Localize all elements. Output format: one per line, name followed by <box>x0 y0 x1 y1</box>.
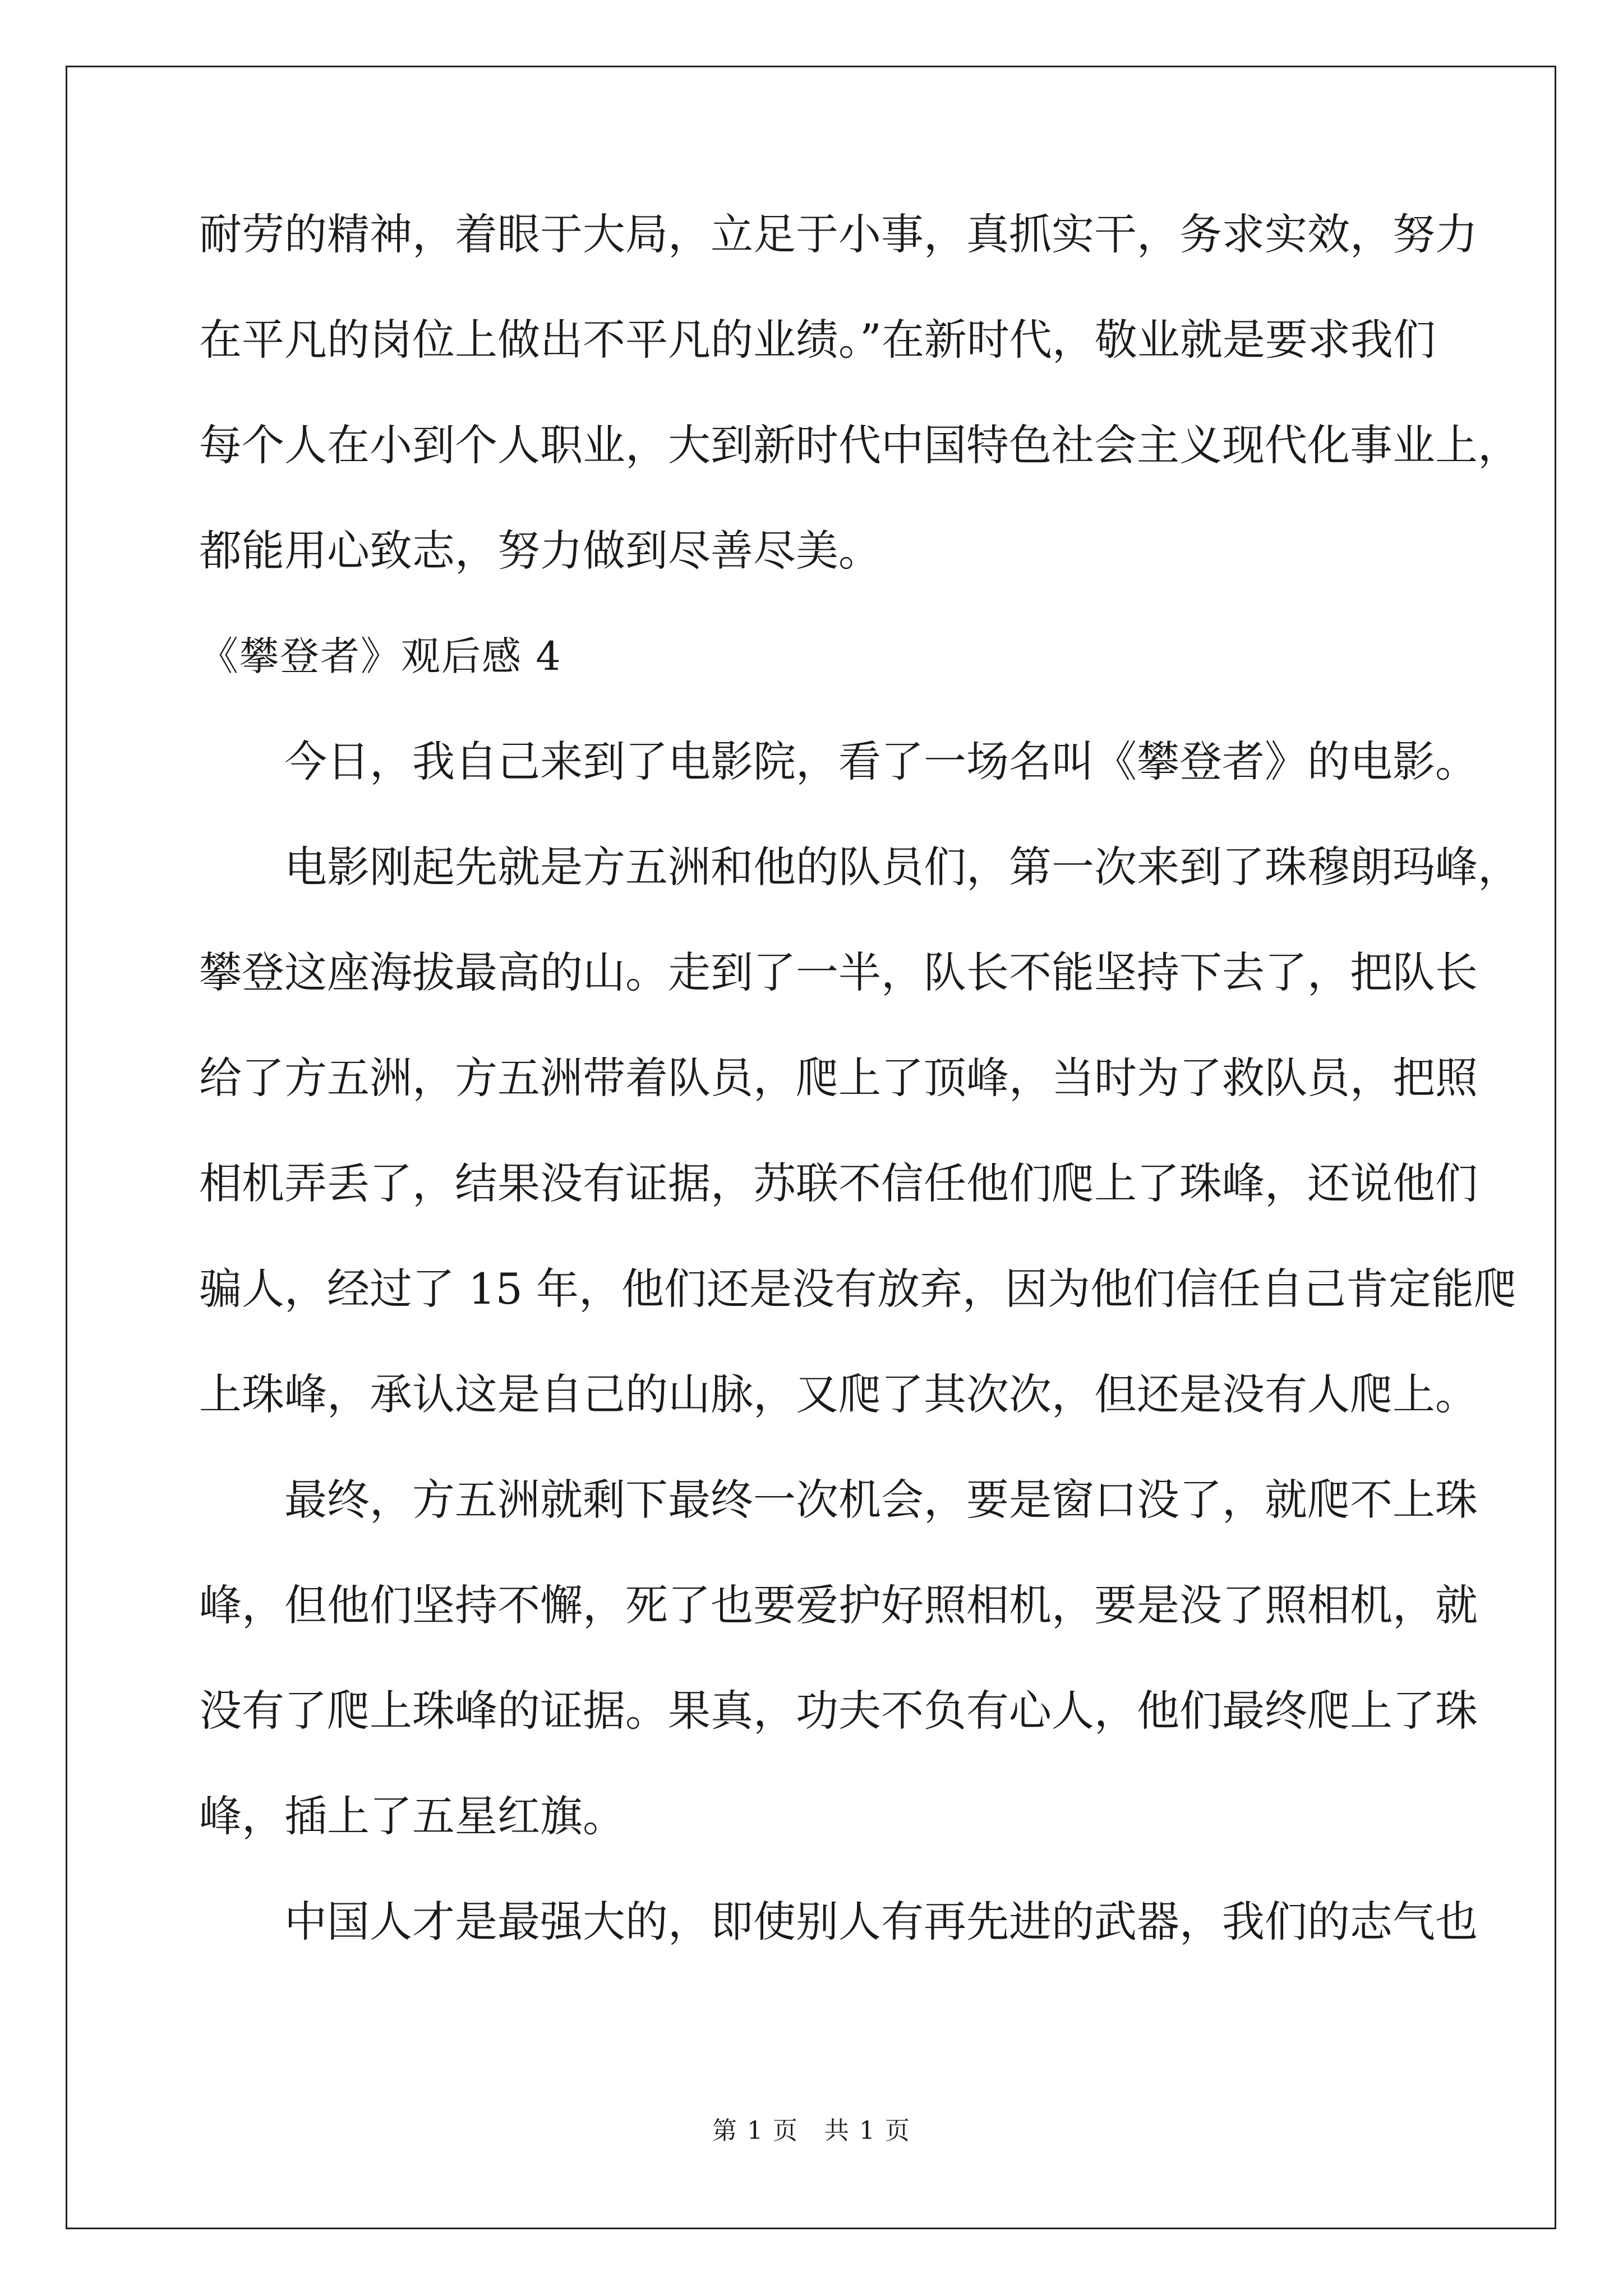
text-line: 上珠峰，承认这是自己的山脉，又爬了其次次，但还是没有人爬上。 <box>199 1369 1478 1419</box>
text-line: 没有了爬上珠峰的证据。果真，功夫不负有心人，他们最终爬上了珠 <box>199 1686 1478 1736</box>
text-line: 每个人在小到个人职业，大到新时代中国特色社会主义现代化事业上， <box>199 420 1520 470</box>
text-line: 骗人，经过了 15 年，他们还是没有放弃，因为他们信任自己肯定能爬 <box>199 1264 1517 1314</box>
text-line: 相机弄丢了，结果没有证据，苏联不信任他们爬上了珠峰，还说他们 <box>199 1158 1478 1208</box>
document-body <box>199 209 1520 2006</box>
text-line: 峰，插上了五星红旗。 <box>199 1791 625 1841</box>
text-line: 给了方五洲，方五洲带着队员，爬上了顶峰，当时为了救队员，把照 <box>199 1053 1478 1103</box>
text-line: 电影刚起先就是方五洲和他的队员们，第一次来到了珠穆朗玛峰， <box>199 842 1520 892</box>
text-line: 最终，方五洲就剩下最终一次机会，要是窗口没了，就爬不上珠 <box>199 1475 1478 1525</box>
page-footer: 第 1 页 共 1 页 <box>712 2116 911 2145</box>
text-line: 在平凡的岗位上做出不平凡的业绩。”在新时代，敬业就是要求我们 <box>199 315 1436 365</box>
text-line: 今日，我自己来到了电影院，看了一场名叫《攀登者》的电影。 <box>199 737 1478 786</box>
text-line: 耐劳的精神，着眼于大局，立足于小事，真抓实干，务求实效，努力 <box>199 209 1478 259</box>
text-line: 攀登这座海拔最高的山。走到了一半，队长不能坚持下去了，把队长 <box>199 947 1478 997</box>
text-line: 都能用心致志，努力做到尽善尽美。 <box>199 526 881 576</box>
text-line: 峰，但他们坚持不懈，死了也要爱护好照相机，要是没了照相机，就 <box>199 1580 1478 1630</box>
text-line: 中国人才是最强大的，即使别人有再先进的武器，我们的志气也 <box>199 1897 1478 1947</box>
section-heading: 《攀登者》观后感 4 <box>199 633 562 679</box>
